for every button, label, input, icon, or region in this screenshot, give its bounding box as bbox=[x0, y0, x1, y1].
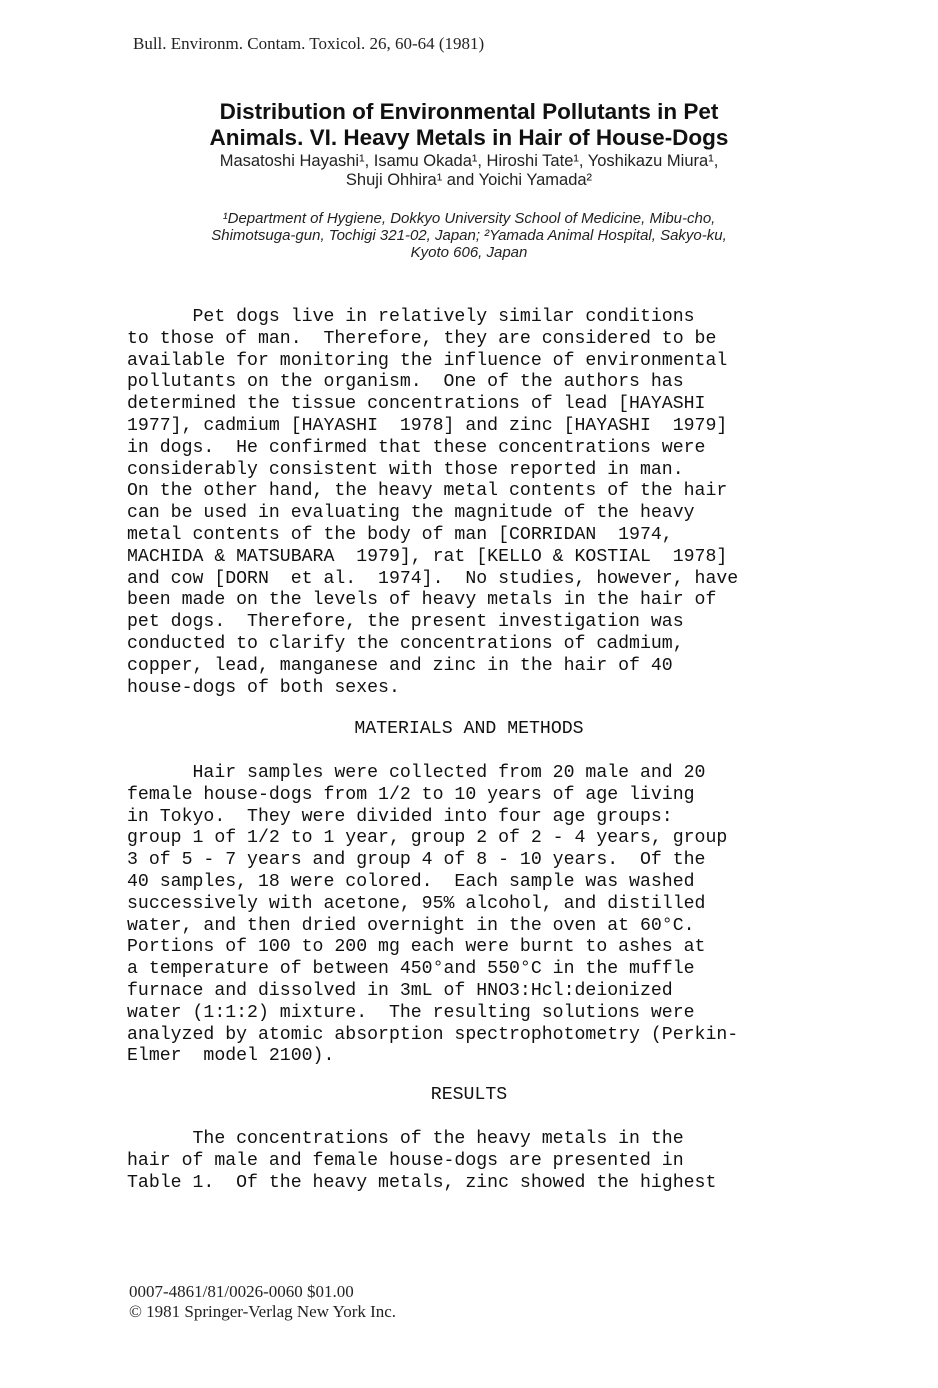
issn-line: 0007-4861/81/0026-0060 $01.00 bbox=[129, 1282, 354, 1301]
text-line: Table 1. Of the heavy metals, zinc showed the highest bbox=[127, 1172, 717, 1193]
text-line: water (1:1:2) mixture. The resulting solutions were bbox=[127, 1002, 695, 1023]
text-line: conducted to clarify the concentrations of cadmium, bbox=[127, 633, 684, 654]
affiliation-line: Kyoto 606, Japan bbox=[410, 244, 528, 261]
text-line: in dogs. He confirmed that these concentrations were bbox=[127, 437, 706, 458]
journal-reference: Bull. Environm. Contam. Toxicol. 26, 60-64 (1981) bbox=[133, 34, 485, 53]
copyright-line: © 1981 Springer-Verlag New York Inc. bbox=[129, 1302, 397, 1321]
text-line: a temperature of between 450°and 550°C in the muffle bbox=[127, 959, 695, 980]
title-line: Distribution of Environmental Pollutants in Pet bbox=[219, 99, 719, 124]
text-line: metal contents of the body of man [CORRIDAN 1974, bbox=[127, 524, 673, 545]
text-line: Pet dogs live in relatively similar conditions bbox=[127, 307, 695, 327]
text-line: MACHIDA & MATSUBARA 1979], rat [KELLO & KOSTIAL 1978] bbox=[127, 546, 728, 567]
text-line: in Tokyo. They were divided into four age groups: bbox=[127, 806, 673, 827]
text-line: On the other hand, the heavy metal contents of the hair bbox=[127, 481, 728, 502]
author-list bbox=[0, 152, 938, 190]
results-paragraph bbox=[127, 1129, 887, 1194]
text-line: to those of man. Therefore, they are considered to be bbox=[127, 328, 717, 349]
text-line: house-dogs of both sexes. bbox=[127, 677, 400, 698]
methods-paragraph bbox=[127, 763, 887, 1068]
text-line: group 1 of 1/2 to 1 year, group 2 of 2 - 4 years, group bbox=[127, 828, 728, 849]
author-line: Shuji Ohhira¹ and Yoichi Yamada² bbox=[345, 171, 593, 189]
author-line: Masatoshi Hayashi¹, Isamu Okada¹, Hiroshi Tate¹, Yoshikazu Miura¹, bbox=[219, 152, 719, 170]
text-line: can be used in evaluating the magnitude of the heavy bbox=[127, 503, 695, 524]
text-line: female house-dogs from 1/2 to 10 years of age living bbox=[127, 784, 695, 805]
text-line: 1977], cadmium [HAYASHI 1978] and zinc [HAYASHI 1979] bbox=[127, 415, 728, 436]
text-line: pet dogs. Therefore, the present investigation was bbox=[127, 612, 684, 633]
text-line: and cow [DORN et al. 1974]. No studies, however, have bbox=[127, 568, 739, 589]
text-line: copper, lead, manganese and zinc in the hair of 40 bbox=[127, 655, 673, 676]
text-line: pollutants on the organism. One of the authors has bbox=[127, 372, 684, 393]
section-heading-methods: MATERIALS AND METHODS bbox=[354, 719, 584, 739]
affiliation-line: Shimotsuga-gun, Tochigi 321-02, Japan; ²Yamada Animal Hospital, Sakyo-ku, bbox=[211, 227, 727, 244]
title-line: Animals. VI. Heavy Metals in Hair of House-Dogs bbox=[209, 125, 729, 150]
text-line: successively with acetone, 95% alcohol, and distilled bbox=[127, 893, 706, 914]
text-line: been made on the levels of heavy metals in the hair of bbox=[127, 590, 717, 611]
text-line: 3 of 5 - 7 years and group 4 of 8 - 10 years. Of the bbox=[127, 850, 706, 871]
section-heading-results: RESULTS bbox=[430, 1085, 508, 1105]
affiliation-line: ¹Department of Hygiene, Dokkyo University School of Medicine, Mibu-cho, bbox=[222, 210, 716, 227]
text-line: Elmer model 2100). bbox=[127, 1046, 335, 1067]
affiliations bbox=[0, 210, 938, 261]
text-line: analyzed by atomic absorption spectrophotometry (Perkin- bbox=[127, 1024, 739, 1045]
intro-paragraph bbox=[127, 307, 887, 699]
text-line: Portions of 100 to 200 mg each were burnt to ashes at bbox=[127, 937, 706, 958]
paper-title bbox=[0, 99, 938, 151]
text-line: available for monitoring the influence of environmental bbox=[127, 350, 728, 371]
text-line: considerably consistent with those reported in man. bbox=[127, 459, 684, 480]
text-line: water, and then dried overnight in the oven at 60°C. bbox=[127, 915, 695, 936]
text-line: Hair samples were collected from 20 male and 20 bbox=[127, 763, 706, 783]
copyright-footer bbox=[129, 1282, 396, 1322]
text-line: determined the tissue concentrations of lead [HAYASHI bbox=[127, 394, 706, 415]
text-line: The concentrations of the heavy metals in the bbox=[127, 1129, 684, 1149]
text-line: hair of male and female house-dogs are presented in bbox=[127, 1150, 684, 1171]
text-line: 40 samples, 18 were colored. Each sample was washed bbox=[127, 871, 695, 892]
text-line: furnace and dissolved in 3mL of HNO3:Hcl:deionized bbox=[127, 980, 673, 1001]
